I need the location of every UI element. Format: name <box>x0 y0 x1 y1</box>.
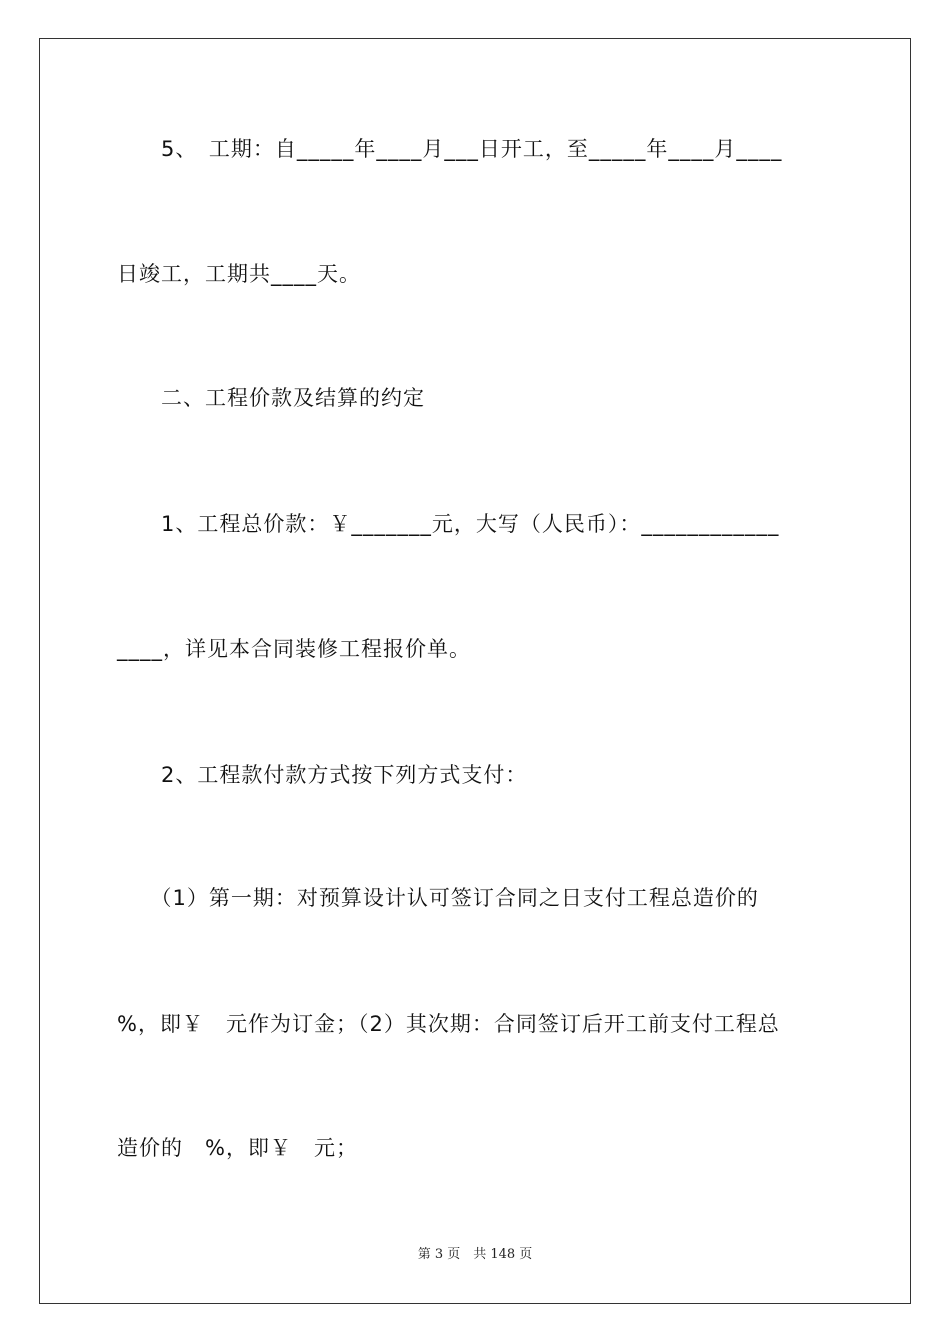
page-number-footer: 第 3 页 共 148 页 <box>417 1247 533 1262</box>
text-line-duration: 5、 工期：自_____年____月___日开工，至_____年____月____ <box>117 137 783 161</box>
text-line-first-payment: （1）第一期：对预算设计认可签订合同之日支付工程总造价的 <box>117 886 759 910</box>
text-line-second-payment-cont: 造价的 %，即￥ 元； <box>117 1136 358 1160</box>
text-line-quotation: ____，详见本合同装修工程报价单。 <box>117 637 471 661</box>
text-line-payment-method: 2、工程款付款方式按下列方式支付： <box>117 763 528 787</box>
section-heading-price-settlement: 二、工程价款及结算的约定 <box>117 386 425 410</box>
text-line-completion: 日竣工，工期共____天。 <box>117 262 361 286</box>
page-border <box>39 38 911 1304</box>
text-line-total-price: 1、工程总价款：￥_______元，大写（人民币）：____________ <box>117 512 780 536</box>
text-line-second-payment: %，即￥ 元作为订金；（2）其次期：合同签订后开工前支付工程总 <box>117 1012 780 1036</box>
